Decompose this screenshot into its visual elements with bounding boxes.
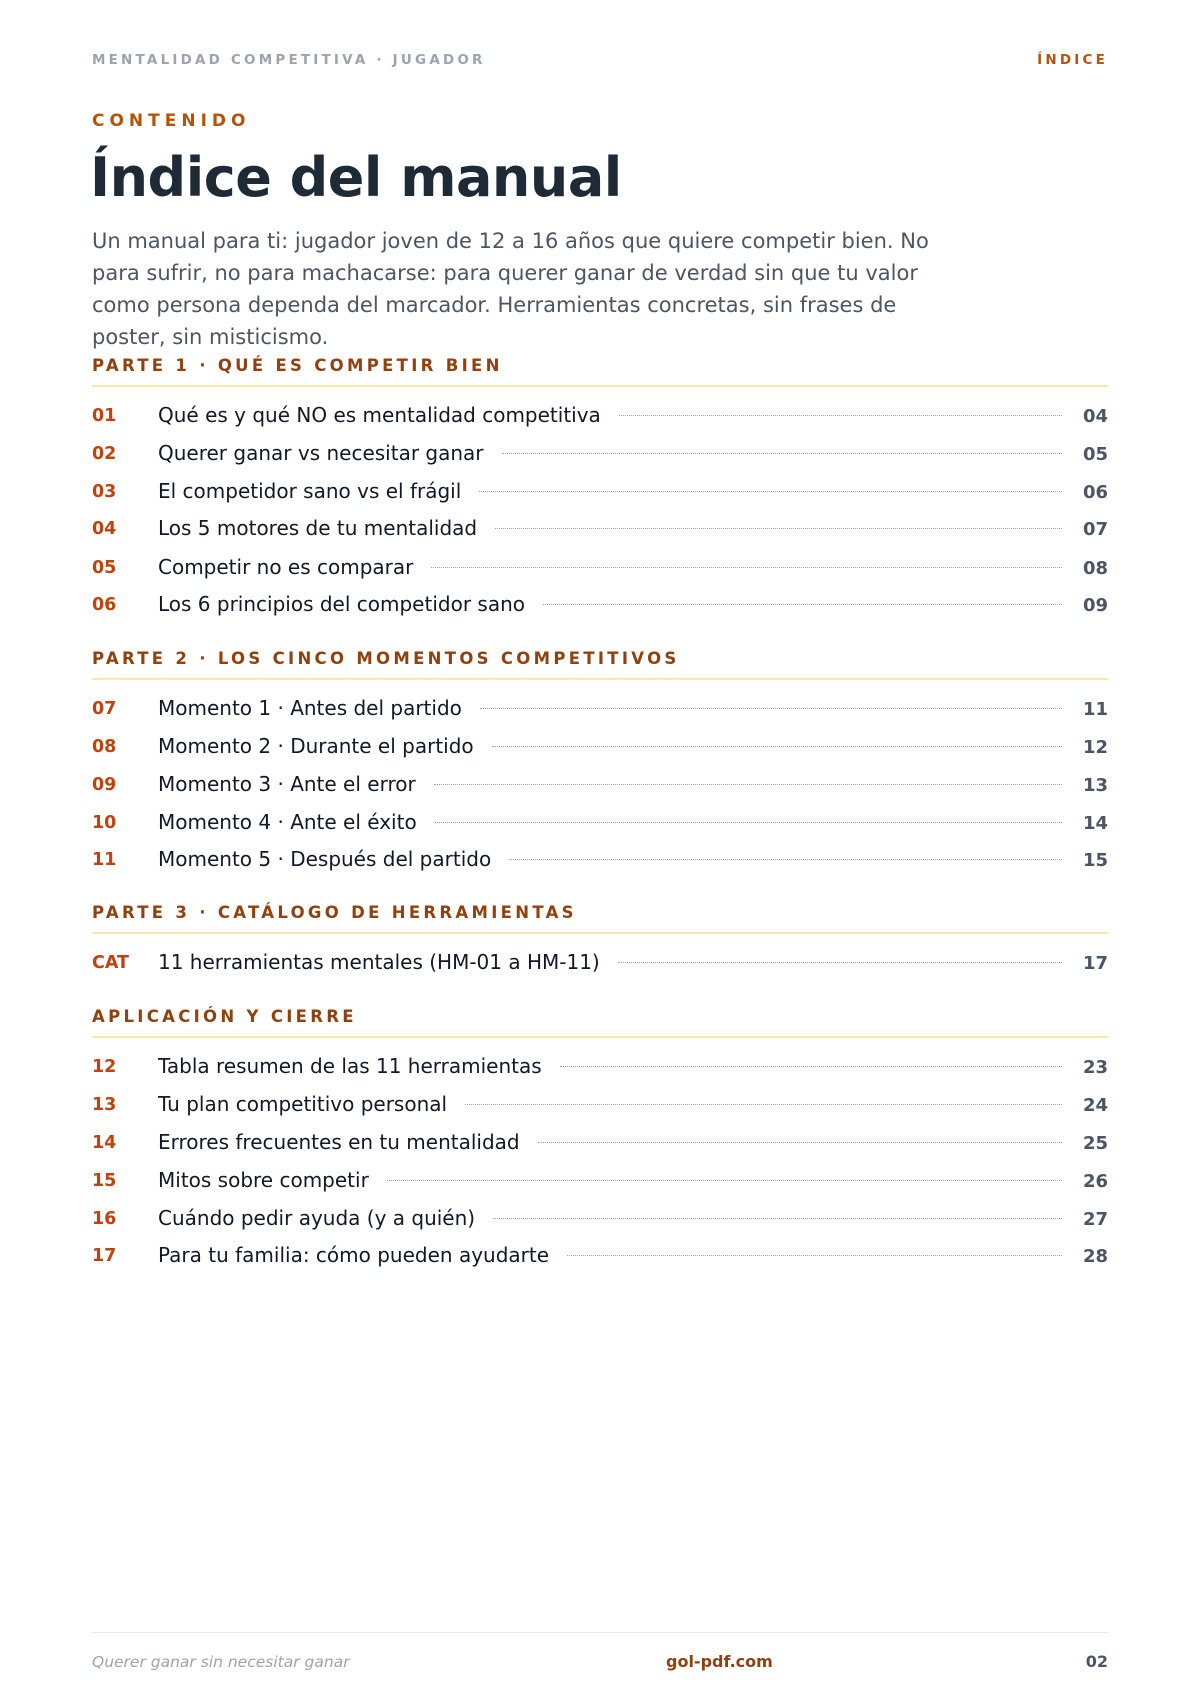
toc-entry-page: 23 [1082, 1057, 1108, 1078]
dot-leader [509, 859, 1062, 860]
toc-entry-label: Momento 5 · Después del partido [158, 847, 492, 871]
toc-entry-page: 11 [1082, 699, 1108, 720]
toc-entry-label-line [158, 516, 1062, 540]
toc-entry[interactable] [92, 439, 1108, 469]
kicker: CONTENIDO [92, 111, 251, 131]
dot-leader [479, 491, 1062, 492]
toc-entry-label-line [158, 734, 1062, 758]
toc-entry-page: 06 [1082, 482, 1108, 503]
toc-entry-label-line [158, 1130, 1062, 1154]
toc-entry-label-line [158, 403, 1062, 427]
dot-leader [480, 708, 1062, 709]
toc-entry[interactable] [92, 477, 1108, 507]
toc-entry-number: 13 [92, 1095, 117, 1115]
toc-entry-label-line [158, 1054, 1062, 1078]
toc-entry-number: 10 [92, 813, 117, 833]
footer-site[interactable]: gol-pdf.com [666, 1652, 773, 1671]
toc-entry-label-line [158, 1168, 1062, 1192]
toc-entry-label-line [158, 772, 1062, 796]
toc-entry-label: Querer ganar vs necesitar ganar [158, 441, 484, 465]
toc-entry[interactable] [92, 1128, 1108, 1158]
toc-entry-number: 05 [92, 558, 117, 578]
toc-entry-label-line [158, 592, 1062, 616]
running-title: MENTALIDAD COMPETITIVA · JUGADOR [92, 52, 486, 68]
toc-entry[interactable] [92, 845, 1108, 875]
toc-entry[interactable] [92, 732, 1108, 762]
dot-leader [618, 962, 1062, 963]
footer-tagline: Querer ganar sin necesitar ganar [92, 1653, 350, 1671]
section-heading: PARTE 2 · LOS CINCO MOMENTOS COMPETITIVOS [92, 649, 680, 668]
section-rule [92, 385, 1108, 387]
toc-entry-page: 26 [1082, 1171, 1108, 1192]
toc-entry-label-line [158, 950, 1062, 974]
toc-entry-label-line [158, 441, 1062, 465]
dot-leader [560, 1066, 1062, 1067]
toc-entry-label: Momento 4 · Ante el éxito [158, 810, 417, 834]
toc-entry-page: 08 [1082, 558, 1108, 579]
intro-paragraph: Un manual para ti: jugador joven de 12 a 16 años que quiere competir bien. No para sufrir, no para machacarse: para querer ganar de verdad sin que tu valor como persona dependa del marcador. Herramientas concretas, sin frases de poster, sin misticismo. [92, 229, 929, 349]
dot-leader [538, 1142, 1062, 1143]
toc-entry-page: 04 [1082, 406, 1108, 427]
toc-entry-page: 09 [1082, 595, 1108, 616]
toc-entry-label: Tu plan competitivo personal [158, 1092, 448, 1116]
dot-leader [435, 822, 1062, 823]
page-title: Índice del manual [90, 146, 622, 209]
toc-entry-label-line [158, 479, 1062, 503]
toc-entry-page: 28 [1082, 1246, 1108, 1267]
toc-entry[interactable] [92, 948, 1108, 978]
toc-entry-label: Competir no es comparar [158, 555, 414, 579]
toc-entry[interactable] [92, 1090, 1108, 1120]
dot-leader [465, 1104, 1062, 1105]
toc-entry-number: 07 [92, 699, 117, 719]
toc-entry-label: Cuándo pedir ayuda (y a quién) [158, 1206, 476, 1230]
toc-entry-number: 08 [92, 737, 117, 757]
dot-leader [495, 528, 1062, 529]
dot-leader [434, 784, 1062, 785]
toc-entry-number: 09 [92, 775, 117, 795]
toc-entry-page: 05 [1082, 444, 1108, 465]
toc-entry-page: 07 [1082, 519, 1108, 540]
toc-entry-label-line [158, 696, 1062, 720]
toc-entry-page: 15 [1082, 850, 1108, 871]
toc-entry-number: 14 [92, 1133, 117, 1153]
toc-entry-label: Los 6 principios del competidor sano [158, 592, 525, 616]
section-heading: APLICACIÓN Y CIERRE [92, 1007, 357, 1026]
toc-entry-label: 11 herramientas mentales (HM-01 a HM-11) [158, 950, 600, 974]
toc-entry[interactable] [92, 808, 1108, 838]
toc-entry-number: 12 [92, 1057, 117, 1077]
toc-entry-label-line [158, 1092, 1062, 1116]
dot-leader [567, 1255, 1062, 1256]
toc-entry-page: 12 [1082, 737, 1108, 758]
toc-entry-label: Los 5 motores de tu mentalidad [158, 516, 478, 540]
toc-entry-label-line [158, 1243, 1062, 1267]
toc-entry-label: Qué es y qué NO es mentalidad competitiva [158, 403, 601, 427]
toc-entry-label: Momento 1 · Antes del partido [158, 696, 462, 720]
footer-page-number: 02 [1085, 1652, 1108, 1671]
toc-entry-number: 16 [92, 1209, 117, 1229]
toc-entry[interactable] [92, 401, 1108, 431]
dot-leader [543, 604, 1062, 605]
dot-leader [502, 453, 1062, 454]
toc-entry-number: 04 [92, 519, 117, 539]
dot-leader [431, 567, 1062, 568]
section-heading: PARTE 1 · QUÉ ES COMPETIR BIEN [92, 356, 503, 375]
section-rule [92, 932, 1108, 934]
toc-entry[interactable] [92, 770, 1108, 800]
dot-leader [492, 746, 1062, 747]
dot-leader [493, 1218, 1062, 1219]
toc-entry-page: 13 [1082, 775, 1108, 796]
toc-entry[interactable] [92, 590, 1108, 620]
section-rule [92, 678, 1108, 680]
section-rule [92, 1036, 1108, 1038]
toc-entry-page: 27 [1082, 1209, 1108, 1230]
toc-entry-number: 06 [92, 595, 117, 615]
toc-entry[interactable] [92, 514, 1108, 544]
toc-entry-number: 17 [92, 1246, 117, 1266]
toc-entry-number: 11 [92, 850, 117, 870]
toc-entry-number: 15 [92, 1171, 117, 1191]
document-page [92, 0, 1108, 1697]
toc-entry[interactable] [92, 1052, 1108, 1082]
toc-entry-number: CAT [92, 953, 129, 973]
toc-entry-label: El competidor sano vs el frágil [158, 479, 462, 503]
toc-entry-page: 17 [1082, 953, 1108, 974]
toc-entry-page: 24 [1082, 1095, 1108, 1116]
toc-entry[interactable] [92, 553, 1108, 583]
footer-divider [92, 1632, 1108, 1633]
toc-entry-label: Mitos sobre competir [158, 1168, 369, 1192]
toc-entry[interactable] [92, 694, 1108, 724]
toc-entry-page: 25 [1082, 1133, 1108, 1154]
toc-entry-label-line [158, 1206, 1062, 1230]
section-label: ÍNDICE [1037, 52, 1108, 68]
toc-entry[interactable] [92, 1166, 1108, 1196]
toc-entry[interactable] [92, 1241, 1108, 1271]
toc-entry-label: Tabla resumen de las 11 herramientas [158, 1054, 542, 1078]
toc-entry-label-line [158, 847, 1062, 871]
toc-entry-label: Para tu familia: cómo pueden ayudarte [158, 1243, 550, 1267]
toc-entry-label: Momento 2 · Durante el partido [158, 734, 474, 758]
toc-entry-number: 01 [92, 406, 117, 426]
toc-entry-label: Errores frecuentes en tu mentalidad [158, 1130, 520, 1154]
toc-entry-label-line [158, 810, 1062, 834]
running-header [92, 52, 1108, 70]
section-heading: PARTE 3 · CATÁLOGO DE HERRAMIENTAS [92, 903, 577, 922]
toc-entry-number: 02 [92, 444, 117, 464]
toc-entry-label: Momento 3 · Ante el error [158, 772, 416, 796]
toc-entry-number: 03 [92, 482, 117, 502]
toc-entry-page: 14 [1082, 813, 1108, 834]
toc-entry-label-line [158, 555, 1062, 579]
dot-leader [387, 1180, 1062, 1181]
dot-leader [619, 415, 1062, 416]
toc-entry[interactable] [92, 1204, 1108, 1234]
